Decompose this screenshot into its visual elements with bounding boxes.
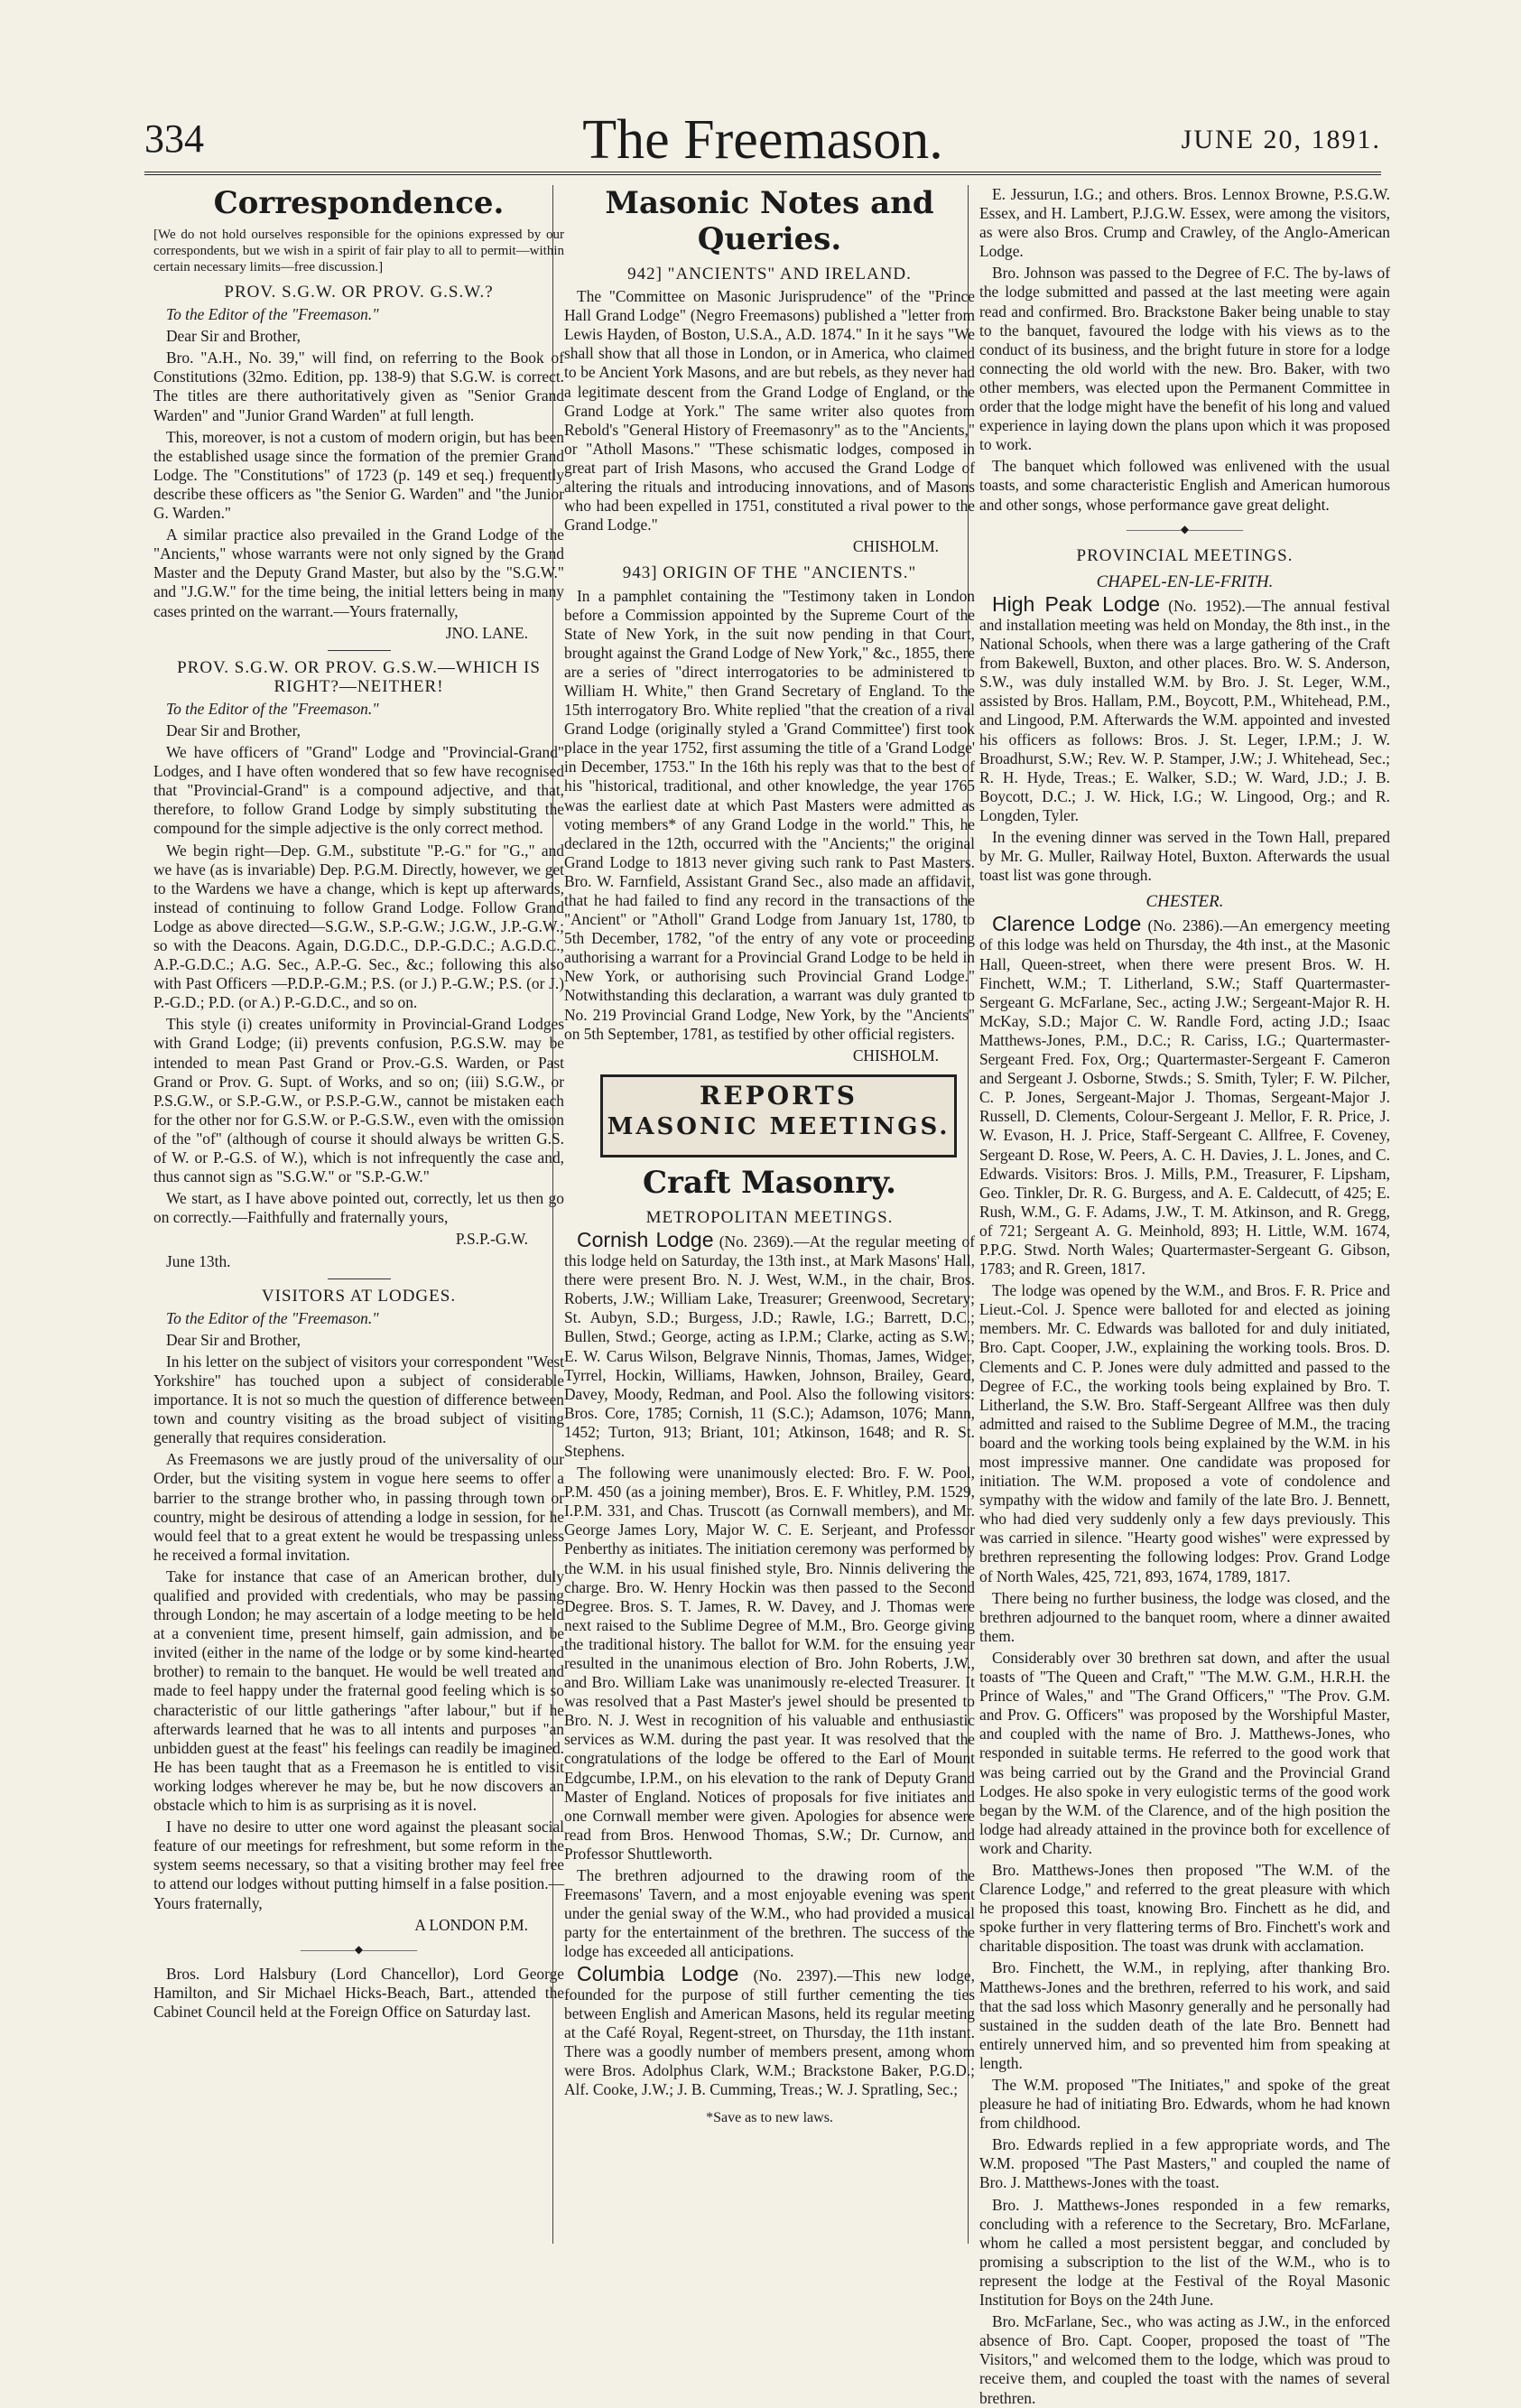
letter-title: VISITORS AT LODGES. <box>261 1286 457 1306</box>
lodge-name: Cornish Lodge <box>577 1227 714 1251</box>
letter-title: PROV. S.G.W. OR PROV. G.S.W.—WHICH IS RIGHT?—NEITHER! <box>177 657 541 696</box>
banner-reports-text: REPORTS <box>700 1080 858 1111</box>
letter-address: To the Editor of the "Freemason." <box>166 1308 379 1327</box>
paragraph: This, moreover, is not a custom of modern origin, but has been the established usage since the formation of the premier Grand Lodge. The "Constitutions" of 1723 (p. 149 et seq.) frequently describe these officers as "the Senior G. Warden" and "the Junior G. Warden." <box>153 427 564 523</box>
diamond-divider: —————◆————— <box>1126 522 1244 535</box>
paragraph: In the evening dinner was served in the Town Hall, prepared by Mr. G. Muller, Railway Hotel, Buxton. Afterwards the usual toast list was gone through. <box>979 828 1390 885</box>
paragraph: The brethren adjourned to the drawing room of the Freemasons' Tavern, and a most enjoyable evening was spent under the genial sway of the W.M., who had provided a musical party for the entertainment of the brethren. The success of the lodge has exceeded all anticipations. <box>564 1866 975 1961</box>
letter-date: June 13th. <box>166 1251 231 1270</box>
divider <box>328 650 391 651</box>
query-signature: CHISHOLM. <box>852 537 939 556</box>
divider <box>328 1278 391 1279</box>
report-text: —This new lodge, founded for the purpose of still further cementing the ties between English and American Masons, held its regular meeting at the Café Royal, Regent-street, on Thursday, the 11th instant. There was a goodly number of members present, among whom were Bros. Adolphus Clark, W.M.; Brackstone Baker, P.G.D.; Alf. Cooke, J.W.; J. B. Cumming, Treas.; W. J. Spratling, Sec.; <box>564 1966 975 2099</box>
letter-salutation: Dear Sir and Brother, <box>166 721 301 739</box>
query-signature: CHISHOLM. <box>852 1046 939 1065</box>
report-text: —The annual festival and installation meeting was held on Monday, the 8th inst., in the National Schools, when there was a large gathering of the Craft from Bakewell, Buxton, and other places. Bro. W. S. Anderson, S.W., was duly installed W.M. by Bro. J. St. Leger, W.M., assisted by Bros. Hallam, P.M., Boycott, P.M., Whitehead, P.M., and Lingood, P.M. Afterwards the W.M. appointed and invested his officers as follows: Bros. J. St. Leger, I.P.M.; J. W. Broadhurst, S.W.; Rev. W. P. Stamper, J.W.; J. Whitehead, Sec.; R. H. Hyde, Treas.; E. Walker, S.D.; W. Ward, J.D.; J. B. Boycott, D.C.; J. W. Hick, I.G.; W. Lingood, Org.; and R. Longden, Tyler. <box>979 596 1390 824</box>
paragraph: Bro. Finchett, the W.M., in replying, after thanking Bro. Matthews-Jones and the brethren, referred to his work, and said that the sad loss which Masonry generally and he personally had sustained in the sudden death of the late Bro. Bennett had entirely unnerved him, and so prevented him from speaking at length. <box>979 1958 1390 2072</box>
section-heading: Craft Masonry. <box>643 1164 896 1201</box>
letter-salutation: Dear Sir and Brother, <box>166 327 301 346</box>
lodge-name: Clarence Lodge <box>992 912 1142 936</box>
lodge-number: (No. 1952). <box>1168 596 1246 615</box>
paragraph: Take for instance that case of an American brother, duly qualified and provided with credentials, who may be passing through London; he may ascertain of a lodge meeting to be held at a convenient time, present himself, gain admission, and be invited (either in the name of the lodge or by some kind-hearted brother) to remain to the banquet. He would be well treated and made to feel happy under the fraternal good feeling which is so characteristic of our little gatherings "after labour," but if he afterwards learned that he was to all intents and purposes "an unbidden guest at the feast" his feelings can readily be imagined. He has been taught that as a Freemason he is entitled to visit working lodges wherever he may be, but he now discovers an obstacle which to him is as surprising as it is novel. <box>153 1567 564 1815</box>
subsection-heading: PROVINCIAL MEETINGS. <box>1076 545 1294 565</box>
letter-signature: P.S.P.-G.W. <box>455 1230 528 1249</box>
location-heading: CHESTER. <box>1145 892 1224 912</box>
letter-signature: A LONDON P.M. <box>414 1915 528 1934</box>
location-heading: CHAPEL-EN-LE-FRITH. <box>1096 572 1274 591</box>
newspaper-title: The Freemason. <box>582 109 943 171</box>
section-heading: Correspondence. <box>213 185 505 221</box>
subsection-heading: METROPOLITAN MEETINGS. <box>645 1207 894 1227</box>
query-title: 942] "ANCIENTS" AND IRELAND. <box>627 265 912 284</box>
lodge-number: (No. 2386). <box>1147 916 1223 935</box>
lodge-name: High Peak Lodge <box>992 591 1161 616</box>
report-text: —An emergency meeting of this lodge was held on Thursday, the 4th inst., at the Masonic Hall, Queen-street, when there were present Bros. W. H. Finchett, W.M.; T. Litherland, S.W.; Staff Quartermaster-Sergeant G. McFarlane, Sec., acting J.W.; Sergeant-Major R. H. McKay, S.D.; Major C. W. Randle Ford, acting J.D.; Isaac Matthews-Jones, P.M., D.C.; R. Cariss, I.G.; Quartermaster-Sergeant Fred. Fox, Org.; Quartermaster-Sergeant F. Cameron and Sergeant J. Osborne, Stwds.; S. Smith, Tyler; F. W. Pilcher, C. P. Jones, Sergeant-Major J. Thomas, Sergeant-Major J. Russell, D. Clements, Colour-Sergeant J. Mellor, F. R. Price, J. W. Evason, H. J. Price, Staff-Sergeant C. Allfree, F. Coveney, Sergeant D. Rose, W. Peers, A. C. H. Davies, J. L. Jones, and C. Edwards. Visitors: Bros. J. Mills, P.M., Treasurer, F. Lipsham, Geo. Tinkler, Dr. R. G. Burgess, and A. E. Caldecutt, of 425; E. Rush, W.M., G. F. Adams, J.W., T. M. Atkinson, and R. Gregg, of 721; Sergeant A. G. Meinhold, 893; H. Little, W.M. 1674, P.P.G. Stwd. North Wales; Quartermaster-Sergeant G. Gibson, 1783; and R. Green, 1817. <box>979 916 1390 1278</box>
letter-signature: JNO. LANE. <box>445 623 528 642</box>
paragraph: I have no desire to utter one word against the pleasant social feature of our meetings for refreshment, but some reform in the system seems necessary, so that a visiting brother may feel free to attend our lodges without putting himself in a false position.—Yours fraternally, <box>153 1818 564 1912</box>
lodge-report <box>564 1961 975 2100</box>
paragraph: Bro. McFarlane, Sec., who was acting as J.W., in the enforced absence of Bro. Capt. Cooper, proposed the toast of "The Visitors," and welcomed them to the lodge, which was proud to receive them, and coupled the toast with the names of several brethren. <box>979 2312 1390 2407</box>
diamond-divider: —————◆————— <box>300 1942 418 1956</box>
letter-salutation: Dear Sir and Brother, <box>166 1330 301 1349</box>
paragraph: Bro. J. Matthews-Jones responded in a few remarks, concluding with a reference to the Secretary, Bro. McFarlane, whom he called a most persistent beggar, and concluded by promising a subscription to the list of the W.M., who is to represent the lodge at the Festival of the Royal Masonic Institution for Boys on the 24th June. <box>979 2195 1390 2310</box>
paragraph: A similar practice also prevailed in the Grand Lodge of the "Ancients," whose warrants were not only signed by the Grand Master and the Deputy Grand Master, but also by the "S.G.W." and "J.G.W." for the time being, the initial letters being in many cases printed on the warrant.—Yours fraternally, <box>153 525 564 620</box>
lodge-name: Columbia Lodge <box>577 1961 739 1985</box>
masthead <box>144 108 1381 175</box>
paragraph: As Freemasons we are justly proud of the universality of our Order, but the visiting system in vogue here seems to offer a barrier to the strange brother who, in passing through town or country, might be desirous of attending a lodge in session, for he would feel that to a great extent he would be trespassing unless he received a formal invitation. <box>153 1450 564 1564</box>
paragraph: We begin right—Dep. G.M., substitute "P.-G." for "G.," and we have (as is invariable) Dep. P.G.M. Directly, however, we get to the Wardens we have a change, which is kept up afterwards, instead of continuing to follow Grand Lodge. Follow Grand Lodge as above directed—S.G.W., S.P.-G.W.; J.G.W., J.P.-G.W.; so with the Deacons. Again, D.G.D.C., D.P.-G.D.C.; A.G.D.C., A.P.-G.D.C.; A.G. Sec., A.P.-G. Sec., &c.; following this also with Past Officers —P.D.P.-G.M.; P.S. (or J.) P.-G.W.; P.S. (or J.) P.-G.D.; P.D. (or A.) P.-G.D.C., and so on. <box>153 841 564 1012</box>
section-heading: Masonic Notes and Queries. <box>605 185 934 257</box>
notes-and-queries-column <box>564 185 975 2316</box>
paragraph: The lodge was opened by the W.M., and Bros. F. R. Price and Lieut.-Col. J. Spence were balloted for and elected as joining members. Mr. C. Edwards was balloted for and duly initiated, Bro. Capt. Cooper, J.W., explaining the working tools. Bros. D. Clements and C. P. Jones were duly admitted and passed to the Degree of F.C., the working tools being explained by Bro. T. Litherland, the S.W. Bro. Staff-Sergeant Allfree was then duly admitted and raised to the Sublime Degree of M.M., the tracing board and the working tools being explained by the W.M. in his most impressive manner. One candidate was proposed for initiation. The W.M. proposed a vote of condolence and sympathy with the widow and family of the late Bro. J. Bennett, who had died very suddenly only a few days previously. This was carried in silence. "Hearty good wishes" were expressed by brethren representing the following lodges: Prov. Grand Lodge of North Wales, 425, 721, 893, 1674, 1789, 1817. <box>979 1281 1390 1585</box>
paragraph: This style (i) creates uniformity in Provincial-Grand Lodges with Grand Lodge; (ii) prevents confusion, P.G.S.W. may be intended to mean Past Grand or Prov.-G.S. Warden, or Past Grand or Prov. G. Supt. of Works, and so on; (iii) S.G.W., or P.S.G.W., or S.P.-G.W., or P.S.P.-G.W., cannot be mistaken each for the other nor for G.S.W. or P.-G.S.W., even with the omission of the "of" (although of course it should always be written G.S. of W. or P.-G.S. of W.), which is not infrequently the case and, thus cannot sign as "S.G.W." or "S.P.-G.W." <box>153 1015 564 1186</box>
paragraph: Bro. Johnson was passed to the Degree of F.C. The by-laws of the lodge submitted and passed at the last meeting were again read and confirmed. Bro. Brackstone Baker being unable to stay to the banquet, favoured the lodge with his views as to the conduct of its business, and the bright future in store for a lodge connecting the old world with the new. Bro. Baker, with two other members, was elected upon the Permanent Committee in order that the lodge might have the benefit of his long and valued experience in laying down the plans upon which it was proposed to work. <box>979 264 1390 454</box>
paragraph: There being no further business, the lodge was closed, and the brethren adjourned to the banquet room, where a dinner awaited them. <box>979 1588 1390 1645</box>
lodge-report <box>979 912 1390 1278</box>
paragraph: The "Committee on Masonic Jurisprudence" of the "Prince Hall Grand Lodge" (Negro Freemasons) published a "letter from Lewis Hayden, of Boston, U.S.A., A.D. 1874." In it he says "We shall show that all those in London, or in America, who claimed to be Ancient York Masons, and are but rebels, as they never had a legitimate descent from the Grand Lodge of England, or the Grand Lodge at York." The same writer also quotes from Rebold's "General History of Freemasonry" as to the "Ancients," or "Atholl Masons." "These schismatic lodges, composed in great part of Irish Masons, who accused the Grand Lodge of altering the rituals and introducing innovations, and of Masons who had been expelled in 1751, constituted a rival power to the Grand Lodge." <box>564 287 975 535</box>
paragraph: Bro. "A.H., No. 39," will find, on referring to the Book of Constitutions (32mo. Edition, pp. 138-9) that S.G.W. is correct. The titles are there authoritatively given as "Senior Grand Warden" and "Junior Grand Warden" at full length. <box>153 349 564 424</box>
issue-date: JUNE 20, 1891. <box>1181 125 1381 154</box>
provincial-meetings-column <box>979 185 1390 2407</box>
paragraph: In his letter on the subject of visitors your correspondent "West Yorkshire" has touched upon a subject of considerable importance. It is not so much the question of difference between town and country visiting as the broad subject of visiting generally that requires consideration. <box>153 1352 564 1447</box>
paragraph: We start, as I have above pointed out, correctly, let us then go on correctly.—Faithfully and fraternally yours, <box>153 1189 564 1227</box>
lodge-number: (No. 2397). <box>753 1966 838 1985</box>
banner-meetings-text: MASONIC MEETINGS. <box>607 1112 951 1140</box>
paragraph: E. Jessurun, I.G.; and others. Bros. Lennox Browne, P.S.G.W. Essex, and H. Lambert, P.J.G.W. Essex, were among the visitors, as were also Bros. Crump and Crawley, of the Anglo-American Lodge. <box>979 185 1390 261</box>
paragraph: The W.M. proposed "The Initiates," and spoke of the great pleasure he had of initiating Bro. Edwards, whom he had known from childhood. <box>979 2076 1390 2133</box>
paragraph: Considerably over 30 brethren sat down, and after the usual toasts of "The Queen and Craft," "The M.W. G.M., H.R.H. the Prince of Wales," and "The Grand Officers," "The Prov. G.M. and Prov. G. Officers" was proposed by the Worshipful Master, and coupled with the name of Bro. J. Matthews-Jones, who responded in suitable terms. He referred to the good work that was being carried out by the Grand and the Provincial Grand Lodges. He also spoke in very eulogistic terms of the good work began by the W.M. of the Clarence, and of the high position the lodge had already attained in the province both for excellence of work and Charity. <box>979 1648 1390 1857</box>
lodge-number: (No. 2369). <box>719 1232 794 1250</box>
paragraph: The following were unanimously elected: Bro. F. W. Pool, P.M. 450 (as a joining member), Bros. E. F. Whitley, P.M. 1529, I.P.M. 331, and Chas. Truscott (as Cornwall members), and Mr. George James Lory, Major W. C. E. Serjeant, and Professor Penberthy as initiates. The initiation ceremony was performed by the W.M. in his usual finished style, Bro. Ninnis delivering the charge. Bro. W. Henry Hockin was then passed to the Second Degree. Bros. S. T. James, R. W. Davey, and J. Thomas were next raised to the Sublime Degree of M.M., Bro. George giving the traditional history. The ballot for W.M. for the ensuing year resulted in the unanimous election of Bro. John Roberts, J.W., and Bro. William Lake was unanimously re-elected Treasurer. It was resolved that a Past Master's jewel should be presented to Bro. N. J. West in recognition of his valuable and enthusiastic services as W.M. during the past year. It was resolved that the congratulations of the lodge be offered to the Earl of Mount Edgcumbe, I.P.M., on his elevation to the rank of Deputy Grand Master of England. Notices of proposals for five initiates and one Cornwall member were given. Apologies for absence were read from Bros. Henwood Thomas, S.W.; Dr. Curnow, and Professor Shuttleworth. <box>564 1464 975 1863</box>
paragraph: We have officers of "Grand" Lodge and "Provincial-Grand" Lodges, and I have often wondered that so few have recognised that "Provincial-Grand" is a compound adjective, and that, therefore, to follow Grand Lodge by simply substituting the compound for the simple adjective is the only correct method. <box>153 743 564 838</box>
report-text: —At the regular meeting of this lodge held on Saturday, the 13th inst., at Mark Masons' Hall, there were present Bro. N. J. West, W.M., in the chair, Bros. Roberts, J.W.; William Lake, Treasurer; Greenwood, Secretary; St. Aubyn, S.D.; Burgess, J.D.; Rawle, I.G.; Barrett, D.C.; Bullen, Stwd.; George, acting as I.P.M.; Clarke, acting as S.W.; E. W. Carus Wilson, Belgrave Ninnis, Thomas, James, Widger, Tyrrel, Hockin, Williams, Hawken, Johnson, Brailey, Geard, Davey, Moody, Redman, and Pool. Also the following visitors: Bros. Core, 1785; Cornish, 11 (S.C.); Adamson, 1076; Mann, 1452; Turton, 913; Briant, 101; Atkinson, 1648; and R. St. Stephens. <box>564 1232 975 1460</box>
correspondence-column <box>153 185 564 2316</box>
letter-address: To the Editor of the "Freemason." <box>166 305 379 324</box>
letter-title: PROV. S.G.W. OR PROV. G.S.W.? <box>224 283 494 302</box>
letter-address: To the Editor of the "Freemason." <box>166 699 379 718</box>
lodge-report <box>564 1227 975 1461</box>
paragraph: In a pamphlet containing the "Testimony taken in London before a Commission appointed by the Supreme Court of the State of New York, in the suit now pending in that Court, brought against the Grand Lodge of New York," &c., 1855, there are a series of "direct interrogatories to be administered to William H. White," then Grand Secretary of England. To the 15th interrogatory Bro. White replied "that the creation of a rival Grand Lodge (originally styled a 'Grand Committee') first took place in the year 1752, first assuming the title of a 'Grand Lodge' in December, 1753." In the 16th his reply was that to the best of his "historical, traditional, and other knowledge, the year 1765 was the earliest date at which Past Masters were admitted as voting members* of any Grand Lodge in the world." This, he declared in the 12th, occurred with the "Ancients;" the original Grand Lodge to 1813 never giving such rank to Past Masters. Bro. W. Farnfield, Assistant Grand Sec., also made an affidavit, that he had failed to find any record in the transactions of the "Ancient" or "Atholl" Grand Lodge from January 1st, 1780, to 5th December, 1782, "of the entry of any vote or proceeding authorising a warrant for a Provincial Grand Lodge to be held in New York, or authorising such Provincial Grand Lodge." Notwithstanding this declaration, a warrant was duly granted to No. 219 Provincial Grand Lodge, New York, by the "Ancients" on 5th September, 1781, as testified by other official registers. <box>564 586 975 1043</box>
paragraph: Bro. Matthews-Jones then proposed "The W.M. of the Clarence Lodge," and referred to the great pleasure with which he proposed this toast, knowing Bro. Finchett as he did, and spoke further in very flattering terms of Bro. Finchett's work and charitable disposition. The toast was drunk with acclamation. <box>979 1860 1390 1956</box>
reports-banner <box>600 1074 957 1158</box>
footnote: *Save as to new laws. <box>706 2110 833 2126</box>
paragraph: The banquet which followed was enlivened with the usual toasts, and some characteristic English and American humorous and other songs, whose performance gave great delight. <box>979 457 1390 514</box>
paragraph: Bro. Edwards replied in a few appropriate words, and The W.M. proposed "The Past Masters," and coupled the name of Bro. J. Matthews-Jones with the toast. <box>979 2135 1390 2192</box>
lodge-report <box>979 591 1390 825</box>
closing-paragraph: Bros. Lord Halsbury (Lord Chancellor), Lord George Hamilton, and Sir Michael Hicks-Beach, Bart., attended the Cabinet Council held at the Foreign Office on Saturday last. <box>153 1964 564 2021</box>
editorial-disclaimer: [We do not hold ourselves responsible for the opinions expressed by our correspondents, but we wish in a spirit of fair play to all to permit—within certain necessary limits—free discussion.] <box>153 228 564 274</box>
query-title: 943] ORIGIN OF THE "ANCIENTS." <box>622 563 917 583</box>
page-number: 334 <box>144 116 204 161</box>
